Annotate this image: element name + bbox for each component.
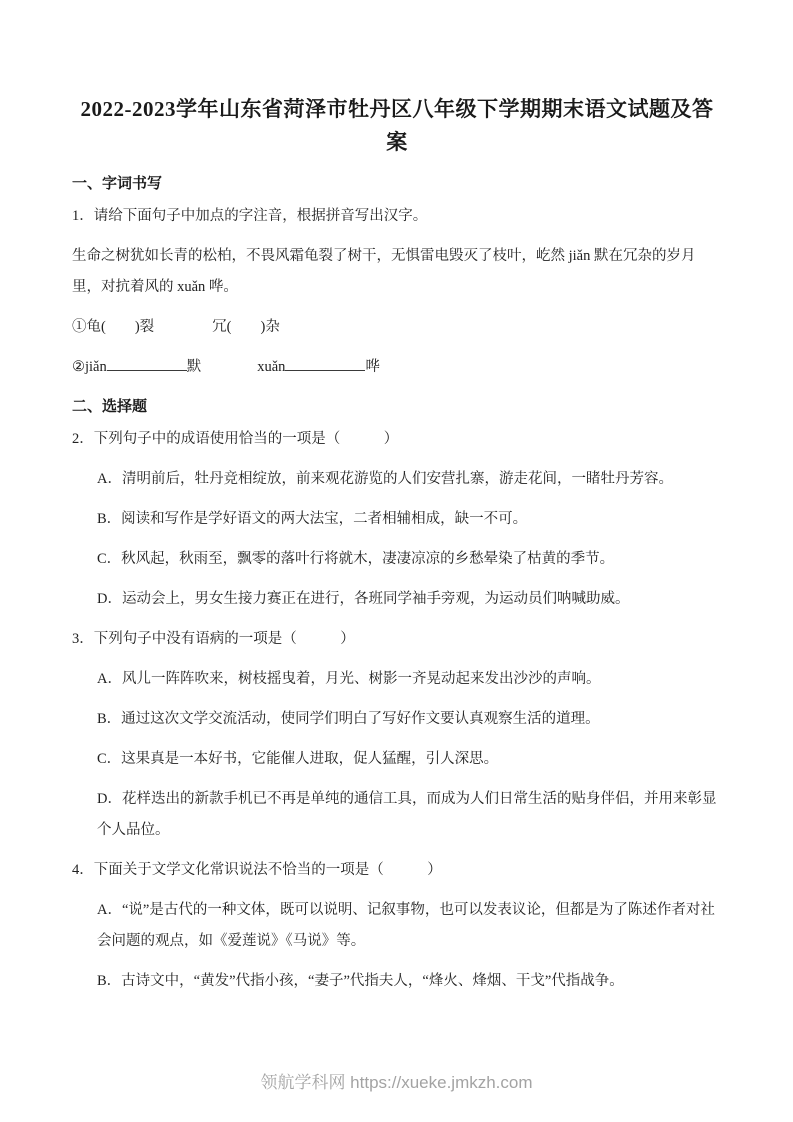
question-4-option-b: B．古诗文中，“黄发”代指小孩，“妻子”代指夫人，“烽火、烽烟、干戈”代指战争。 xyxy=(97,973,624,989)
paper-title-line-2: 案 xyxy=(386,130,408,154)
question-3-option-a: A．风儿一阵阵吹来，树枝摇曳着，月光、树影一齐晃动起来发出沙沙的声响。 xyxy=(97,671,601,687)
question-4-option-a: A．“说”是古代的一种文体，既可以说明、记叙事物，也可以发表议论，但都是为了陈述作者对社会问题的观点，如《爱莲说》《马说》等。 xyxy=(97,902,715,949)
fill-blank-1 xyxy=(107,356,187,371)
fill-blank-2 xyxy=(285,356,365,371)
question-3-stem: 3．下列句子中没有语病的一项是（ ） xyxy=(72,631,355,647)
question-1-passage: 生命之树犹如长青的松柏，不畏风霜龟裂了树干，无惧雷电毁灭了枝叶，屹然 jiǎn 默在冗杂的岁月里，对抗着风的 xuǎn 哗。 xyxy=(72,248,696,295)
pinyin-line-2 xyxy=(72,352,722,383)
paper-title xyxy=(72,93,722,159)
fill-mid: 默 xyxy=(186,359,202,375)
question-2-stem: 2．下列句子中的成语使用恰当的一项是（ ） xyxy=(72,431,399,447)
question-1-stem: 1．请给下面句子中加点的字注音，根据拼音写出汉字。 xyxy=(72,208,428,224)
section-heading-word-writing: 一、字词书写 xyxy=(72,176,163,192)
question-2-option-d: D．运动会上，男女生接力赛正在进行，各班同学袖手旁观，为运动员们呐喊助威。 xyxy=(97,591,630,607)
question-2-option-c: C．秋风起，秋雨至，飘零的落叶行将就木，凄凄凉凉的乡愁晕染了枯黄的季节。 xyxy=(97,551,615,567)
question-3-option-b: B．通过这次文学交流活动，使同学们明白了写好作文要认真观察生活的道理。 xyxy=(97,711,600,727)
fill-prefix: ②jiǎn xyxy=(72,359,107,375)
question-2-option-a: A．清明前后，牡丹竞相绽放，前来观花游览的人们安营扎寨，游走花间，一睹牡丹芳容。 xyxy=(97,471,673,487)
question-3-option-d: D．花样迭出的新款手机已不再是单纯的通信工具，而成为人们日常生活的贴身伴侣，并用来彰显个人品位。 xyxy=(97,791,717,838)
section-heading-multiple-choice: 二、选择题 xyxy=(72,399,148,415)
footer-watermark: 领航学科网 https://xueke.jmkzh.com xyxy=(260,1073,533,1092)
question-4-stem: 4．下面关于文学文化常识说法不恰当的一项是（ ） xyxy=(72,862,442,878)
question-3-option-c: C．这果真是一本好书，它能催人进取，促人猛醒，引人深思。 xyxy=(97,751,499,767)
fill-end: 哗 xyxy=(365,359,380,375)
pinyin-line-1: ①龟( )裂 冗( )杂 xyxy=(72,319,280,335)
fill-second: xuǎn xyxy=(257,359,286,375)
question-2-option-b: B．阅读和写作是学好语文的两大法宝，二者相辅相成，缺一不可。 xyxy=(97,511,528,527)
paper-title-line-1: 2022-2023学年山东省菏泽市牡丹区八年级下学期期末语文试题及答 xyxy=(80,97,714,121)
